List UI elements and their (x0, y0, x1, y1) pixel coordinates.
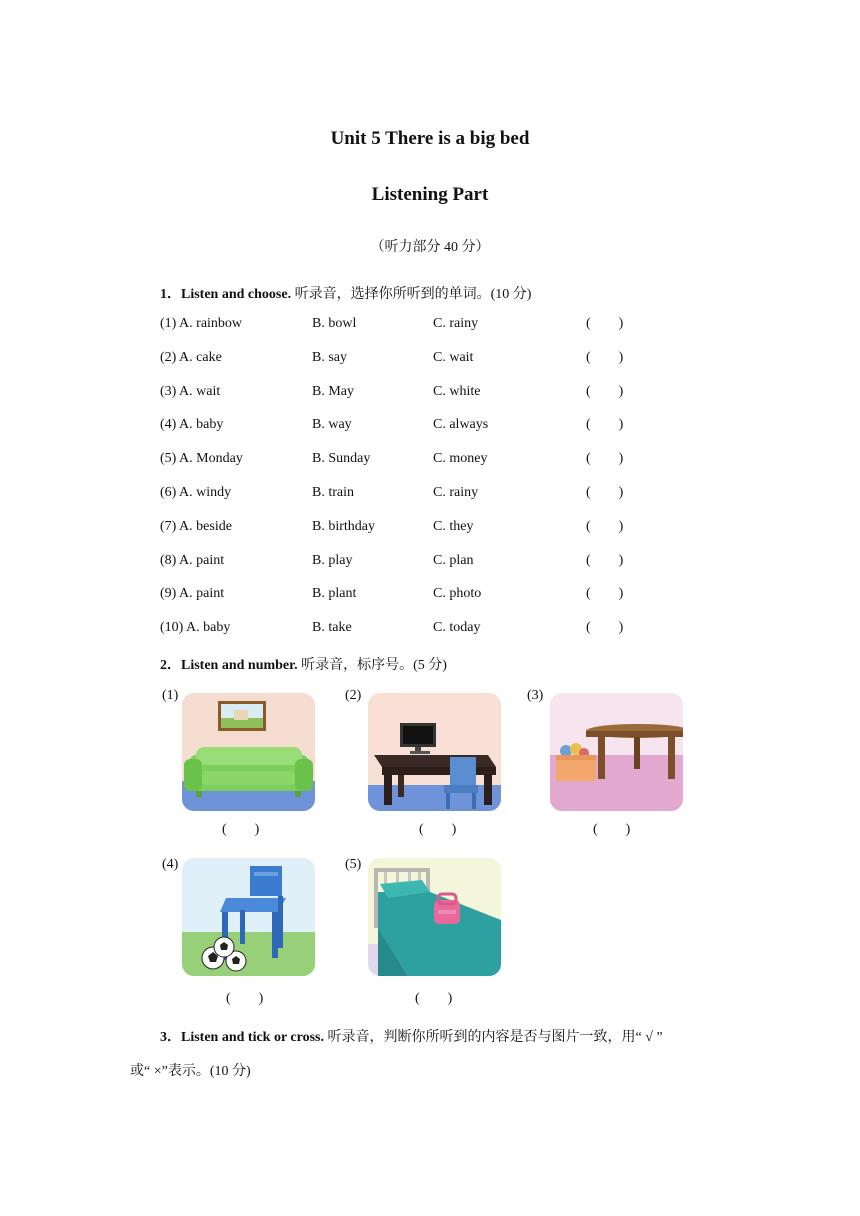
section3-heading (160, 1026, 663, 1046)
picture-5-label: (5) (345, 857, 362, 872)
picture-4-label: (4) (162, 857, 179, 872)
question-3-answer-blank[interactable]: ( ) (586, 384, 624, 399)
question-2-option-b: B. say (312, 350, 347, 365)
bed-bag-picture-icon (368, 858, 501, 976)
question-8-option-a: (8) A. paint (160, 553, 225, 568)
question-1-option-c: C. rainy (433, 316, 479, 331)
picture-1-answer-blank[interactable]: ( ) (222, 822, 260, 837)
question-10-option-c: C. today (433, 620, 481, 635)
question-10-option-a: (10) A. baby (160, 620, 231, 635)
question-8-option-c: C. plan (433, 553, 474, 568)
picture-2-answer-blank[interactable]: ( ) (419, 822, 457, 837)
question-3-option-a: (3) A. wait (160, 384, 221, 399)
section3-heading-continued: 或“ ×”表示。(10 分) (130, 1064, 251, 1079)
question-9-answer-blank[interactable]: ( ) (586, 586, 624, 601)
question-1-option-b: B. bowl (312, 316, 357, 331)
picture-2-label: (2) (345, 688, 362, 703)
question-6-option-a: (6) A. windy (160, 485, 232, 500)
picture-3-answer-blank[interactable]: ( ) (593, 822, 631, 837)
section2-heading (160, 654, 447, 674)
question-6-option-b: B. train (312, 485, 354, 500)
question-8-option-b: B. play (312, 553, 353, 568)
question-7-option-c: C. they (433, 519, 474, 534)
score-note: （听力部分 40 分） (370, 240, 490, 255)
question-2-answer-blank[interactable]: ( ) (586, 350, 624, 365)
section2-heading-en: 2．Listen and number. (160, 658, 298, 673)
question-5-option-b: B. Sunday (312, 451, 371, 466)
question-9-option-a: (9) A. paint (160, 586, 225, 601)
question-7-answer-blank[interactable]: ( ) (586, 519, 624, 534)
question-5-option-c: C. money (433, 451, 488, 466)
question-7-option-a: (7) A. beside (160, 519, 232, 534)
picture-5-answer-blank[interactable]: ( ) (415, 991, 453, 1006)
question-9-option-b: B. plant (312, 586, 357, 601)
chair-balls-picture-icon (182, 858, 315, 976)
question-4-answer-blank[interactable]: ( ) (586, 417, 624, 432)
section3-heading-cn: 听录音，判断你所听到的内容是否与图片一致，用“ √ ” (324, 1030, 663, 1045)
question-7-option-b: B. birthday (312, 519, 375, 534)
question-6-option-c: C. rainy (433, 485, 479, 500)
question-4-option-c: C. always (433, 417, 489, 432)
question-9-option-c: C. photo (433, 586, 482, 601)
question-2-option-a: (2) A. cake (160, 350, 222, 365)
question-1-option-a: (1) A. rainbow (160, 316, 243, 331)
section2-heading-cn: 听录音，标序号。(5 分) (297, 658, 447, 673)
question-8-answer-blank[interactable]: ( ) (586, 553, 624, 568)
table-toybox-picture-icon (550, 693, 683, 811)
section1-heading-cn: 听录音，选择你所听到的单词。(10 分) (291, 287, 532, 302)
question-4-option-a: (4) A. baby (160, 417, 224, 432)
question-1-answer-blank[interactable]: ( ) (586, 316, 624, 331)
picture-4-answer-blank[interactable]: ( ) (226, 991, 264, 1006)
question-3-option-c: C. white (433, 384, 481, 399)
picture-1-label: (1) (162, 688, 179, 703)
page-subtitle: Listening Part (371, 184, 489, 205)
question-10-option-b: B. take (312, 620, 352, 635)
question-4-option-b: B. way (312, 417, 352, 432)
page-title: Unit 5 There is a big bed (330, 128, 530, 149)
question-2-option-c: C. wait (433, 350, 474, 365)
picture-3-label: (3) (527, 688, 544, 703)
question-6-answer-blank[interactable]: ( ) (586, 485, 624, 500)
desk-computer-picture-icon (368, 693, 501, 811)
question-10-answer-blank[interactable]: ( ) (586, 620, 624, 635)
section1-heading (160, 283, 531, 303)
question-3-option-b: B. May (312, 384, 354, 399)
question-5-option-a: (5) A. Monday (160, 451, 243, 466)
section1-heading-en: 1．Listen and choose. (160, 287, 292, 302)
section3-heading-en: 3．Listen and tick or cross. (160, 1030, 324, 1045)
sofa-picture-icon (182, 693, 315, 811)
question-5-answer-blank[interactable]: ( ) (586, 451, 624, 466)
